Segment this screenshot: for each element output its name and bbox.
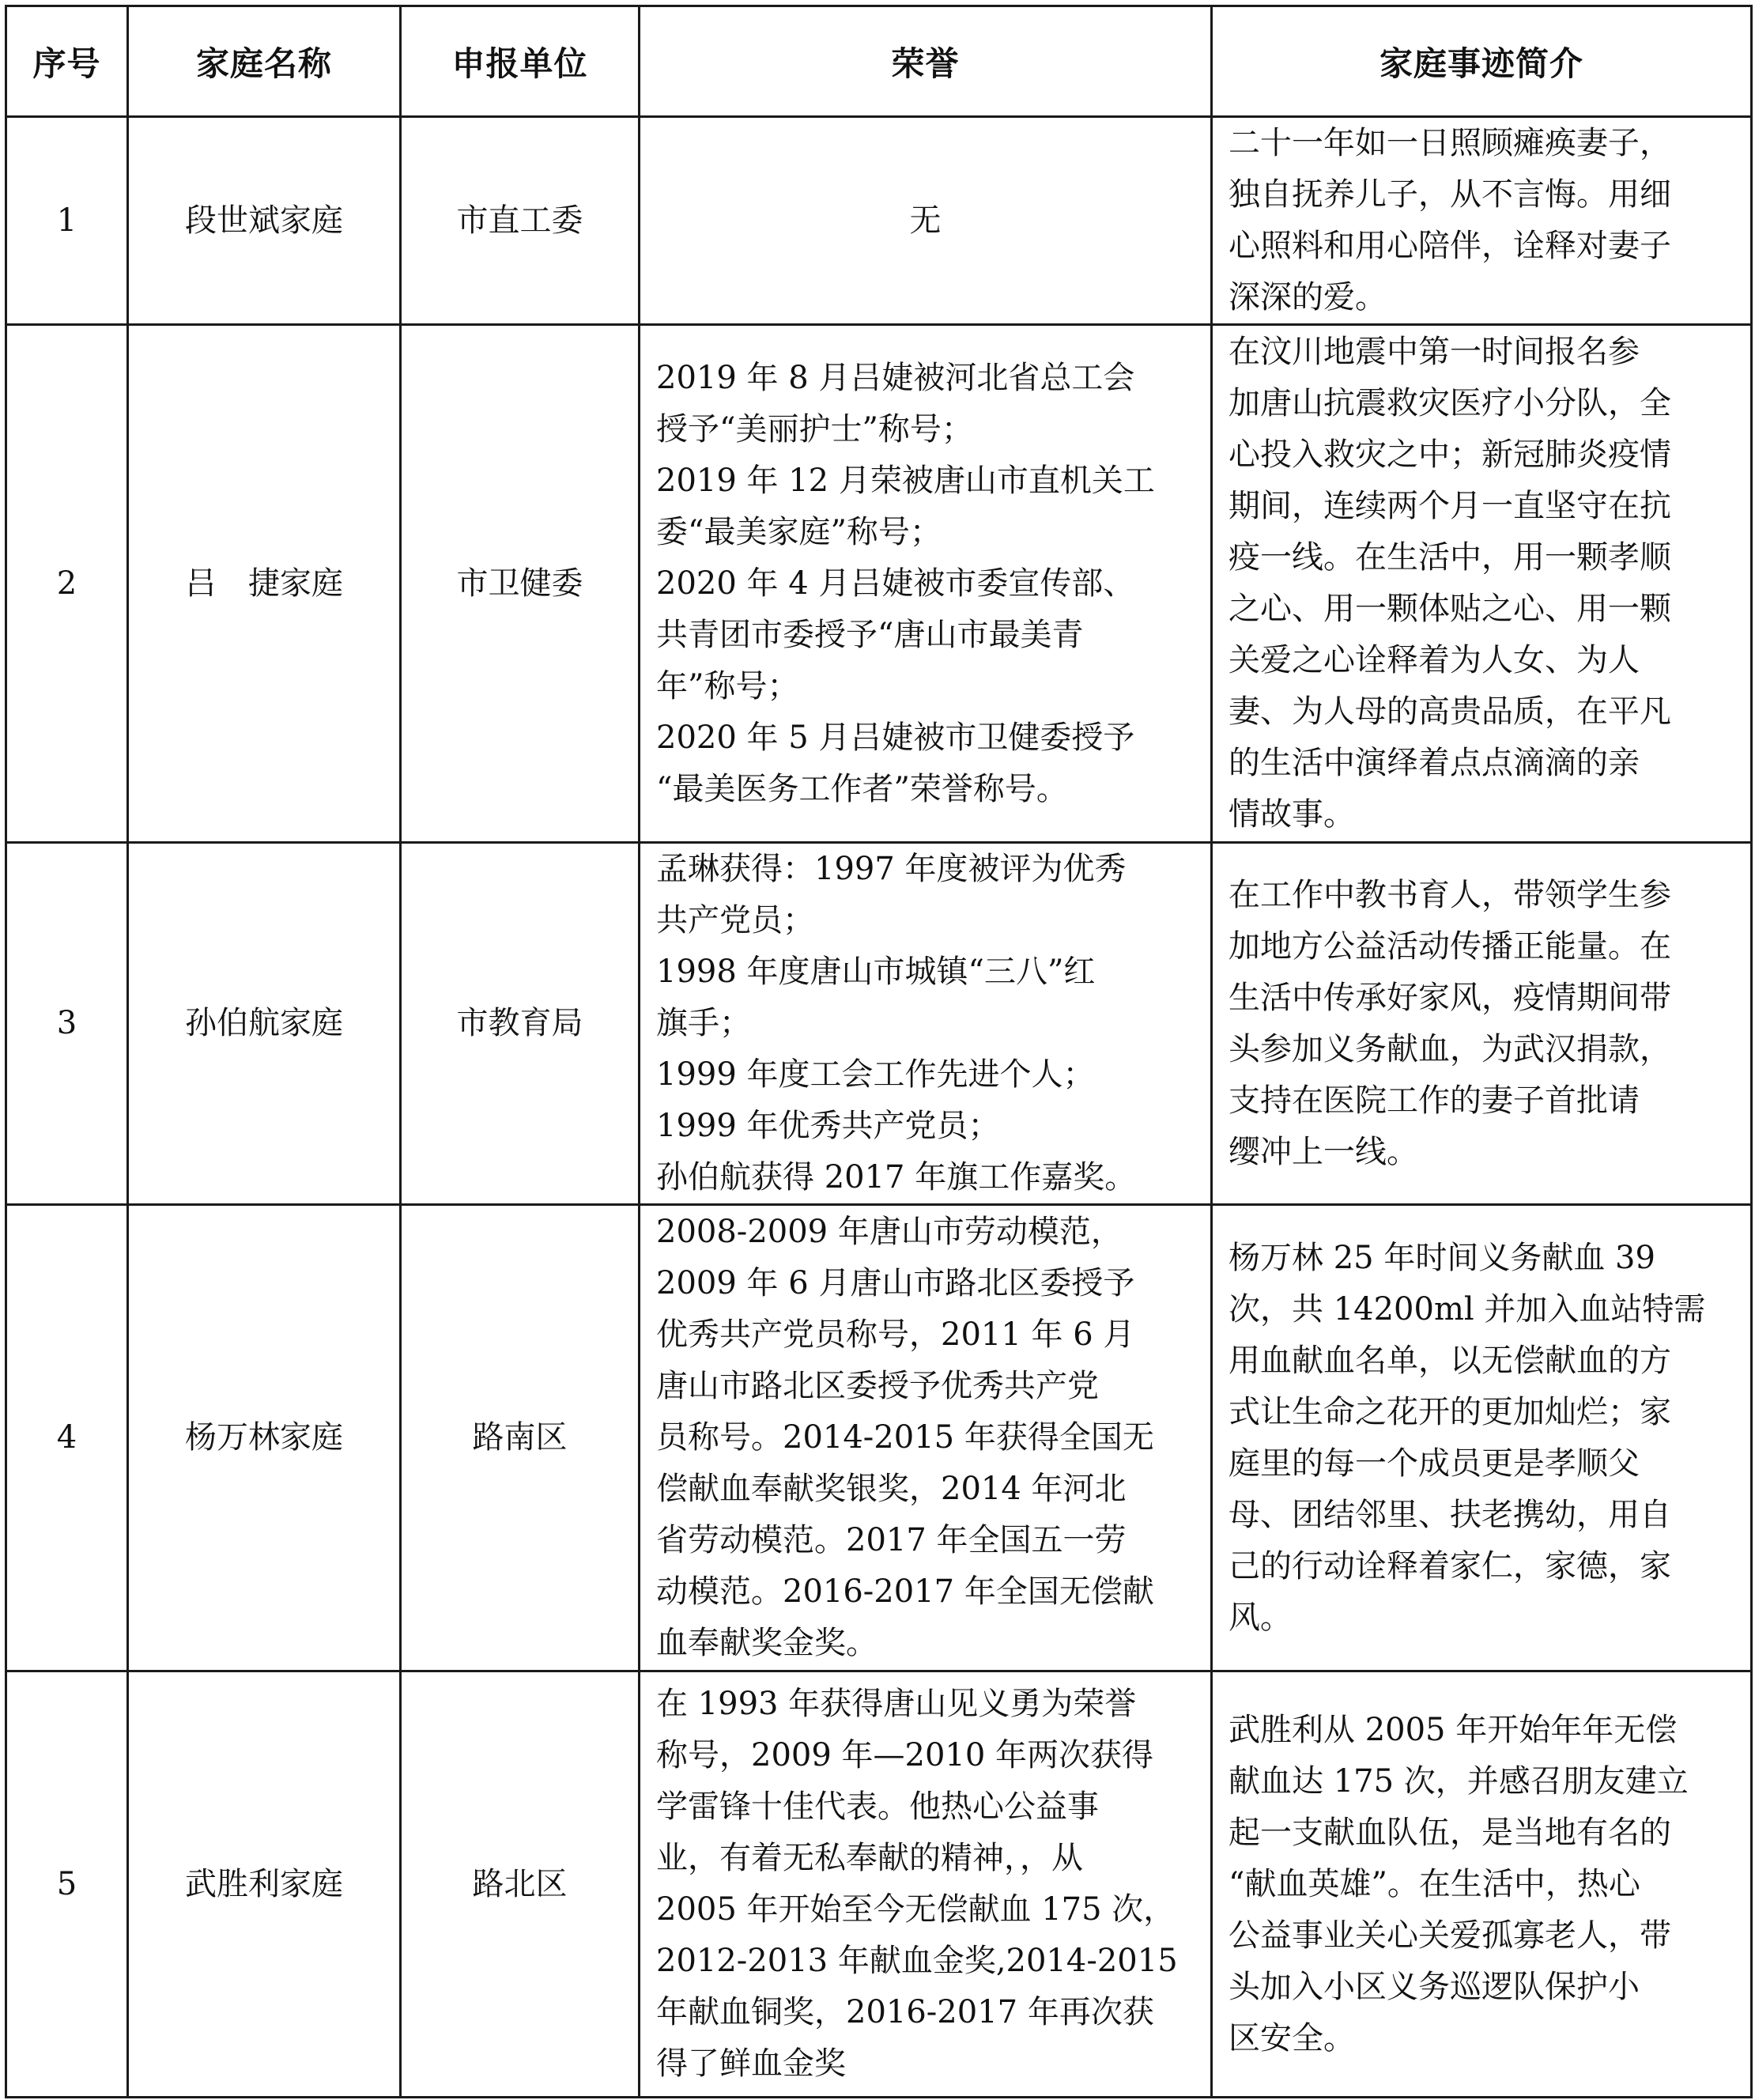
cell-reporting-unit: 市卫健委 — [401, 325, 640, 843]
cell-reporting-unit: 市直工委 — [401, 117, 640, 325]
table-row — [6, 1671, 1752, 2098]
cell-family-name: 杨万林家庭 — [128, 1205, 401, 1671]
cell-honors: 2019 年 8 月吕婕被河北省总工会 授予“美丽护士”称号； 2019 年 12 月荣被唐山市直机关工 委“最美家庭”称号； 2020 年 4 月吕婕被市委宣传部、 共青团市委授予“唐山市最美青 年”称号； 2020 年 5 月吕婕被市卫健委授予 “最美医务工作者”荣誉称号。 — [640, 325, 1212, 843]
cell-family-story: 二十一年如一日照顾瘫痪妻子， 独自抚养儿子，从不言悔。用细 心照料和用心陪伴，诠释对妻子 深深的爱。 — [1212, 117, 1752, 325]
header-family-name: 家庭名称 — [128, 6, 401, 117]
cell-reporting-unit: 路北区 — [401, 1671, 640, 2098]
cell-family-name: 段世斌家庭 — [128, 117, 401, 325]
cell-family-story: 在工作中教书育人，带领学生参 加地方公益活动传播正能量。在 生活中传承好家风，疫情期间带 头参加义务献血，为武汉捐款， 支持在医院工作的妻子首批请 缨冲上一线。 — [1212, 843, 1752, 1205]
table-body — [6, 117, 1752, 2098]
cell-index: 2 — [6, 325, 128, 843]
cell-honors: 无 — [640, 117, 1212, 325]
table-row — [6, 325, 1752, 843]
header-family-story: 家庭事迹简介 — [1212, 6, 1752, 117]
cell-family-story: 在汶川地震中第一时间报名参 加唐山抗震救灾医疗小分队，全 心投入救灾之中；新冠肺炎疫情 期间，连续两个月一直坚守在抗 疫一线。在生活中，用一颗孝顺 之心、用一颗体贴之心、用一颗 关爱之心诠释着为人女、为人 妻、为人母的高贵品质，在平凡 的生活中演绎着点点滴滴的亲 情故事。 — [1212, 325, 1752, 843]
cell-family-name: 武胜利家庭 — [128, 1671, 401, 2098]
cell-family-name: 吕 捷家庭 — [128, 325, 401, 843]
family-honor-table — [5, 5, 1753, 2098]
cell-honors: 孟琳获得：1997 年度被评为优秀 共产党员； 1998 年度唐山市城镇“三八”红 旗手； 1999 年度工会工作先进个人； 1999 年优秀共产党员； 孙伯航获得 2017 年旗工作嘉奖。 — [640, 843, 1212, 1205]
cell-family-name: 孙伯航家庭 — [128, 843, 401, 1205]
cell-reporting-unit: 路南区 — [401, 1205, 640, 1671]
cell-index: 1 — [6, 117, 128, 325]
table-row — [6, 843, 1752, 1205]
table-row — [6, 117, 1752, 325]
cell-family-story: 杨万林 25 年时间义务献血 39 次，共 14200ml 并加入血站特需 用血献血名单，以无偿献血的方 式让生命之花开的更加灿烂；家 庭里的每一个成员更是孝顺父 母、团结邻里、扶老携幼，用自 己的行动诠释着家仁，家德，家 风。 — [1212, 1205, 1752, 1671]
cell-index: 4 — [6, 1205, 128, 1671]
table-header — [6, 6, 1752, 117]
cell-honors: 在 1993 年获得唐山见义勇为荣誉 称号，2009 年—2010 年两次获得 学雷锋十佳代表。他热心公益事 业，有着无私奉献的精神，，从 2005 年开始至今无偿献血 175 次， 2012-2013 年献血金奖,2014-2015 年献血铜奖，2016-2017 年再次获 得了鲜血金奖 — [640, 1671, 1212, 2098]
header-honors: 荣誉 — [640, 6, 1212, 117]
table-row — [6, 1205, 1752, 1671]
cell-family-story: 武胜利从 2005 年开始年年无偿 献血达 175 次，并感召朋友建立 起一支献血队伍，是当地有名的 “献血英雄”。在生活中，热心 公益事业关心关爱孤寡老人，带 头加入小区义务巡逻队保护小 区安全。 — [1212, 1671, 1752, 2098]
cell-honors: 2008-2009 年唐山市劳动模范， 2009 年 6 月唐山市路北区委授予 优秀共产党员称号，2011 年 6 月 唐山市路北区委授予优秀共产党 员称号。2014-2015 年获得全国无 偿献血奉献奖银奖，2014 年河北 省劳动模范。2017 年全国五一劳 动模范。2016-2017 年全国无偿献 血奉献奖金奖。 — [640, 1205, 1212, 1671]
header-reporting-unit: 申报单位 — [401, 6, 640, 117]
header-row — [6, 6, 1752, 117]
cell-index: 3 — [6, 843, 128, 1205]
cell-reporting-unit: 市教育局 — [401, 843, 640, 1205]
header-index: 序号 — [6, 6, 128, 117]
cell-index: 5 — [6, 1671, 128, 2098]
